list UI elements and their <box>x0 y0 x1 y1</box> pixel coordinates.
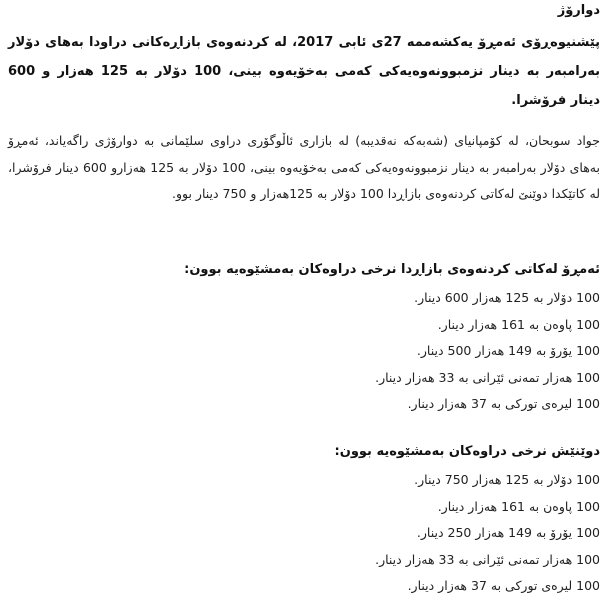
list-item: 100 لیرەی تورکی بە 37 هەزار دینار. <box>407 578 600 593</box>
section-title-yesterday: دوێنێش نرخی دراوەکان بەمشێوەیە بوون: <box>334 444 600 459</box>
lead-paragraph: پێشنیوەڕۆی ئەمڕۆ یەکشەممە 27ی ئابی 2017، لە کردنەوەی بازاڕەکانی دراودا بەهای دۆلار بەرامبەر بە دینار نزمبوونەوەیەکی کەمی بەخۆیەوە بینی، 100 دۆلار بە 125 هەزار و 600 دینار فرۆشرا. <box>8 35 601 108</box>
rates-list-yesterday <box>375 467 600 600</box>
list-item: 100 یۆرۆ بە 149 هەزار 500 دینار. <box>416 343 600 358</box>
list-item: 100 پاوەن بە 161 هەزار دینار. <box>437 316 600 332</box>
list-item: 100 لیرەی تورکی بە 37 هەزار دینار. <box>407 396 600 411</box>
list-item: 100 هەزار تمەنی ئێرانی بە 33 هەزار دینار. <box>375 551 600 567</box>
list-item: 100 هەزار تمەنی ئێرانی بە 33 هەزار دینار. <box>375 369 600 385</box>
rates-list-today <box>375 285 600 418</box>
section-title-today: ئەمڕۆ لەکاتی کردنەوەی بازاڕدا نرخی دراوەکان بەمشێوەیە بوون: <box>184 262 600 277</box>
list-item: 100 دۆلار بە 125 هەزار 750 دینار. <box>414 472 600 487</box>
source-label: دوارۆژ <box>557 3 600 18</box>
list-item: 100 یۆرۆ بە 149 هەزار 250 دینار. <box>416 525 600 540</box>
body-paragraph: جواد سوبحان، لە کۆمپانیای (شەبەکە نەقدیبە) لە بازاری ئاڵوگۆری دراوی سلێمانی بە دوارۆژی راگەیاند، ئەمڕۆ بەهای دۆلار بەرامبەر بە دینار نزمبوونەوەیەکی کەمی بەخۆیەوە بینی، 100 دۆلار بە 125 هەزارو 600 دینار فرۆشرا، لە کاتێکدا دوێنێ لەکاتی کردنەوەی بازاڕدا 100 دۆلار بە 125هەزار و 750 دینار بوو. <box>8 133 600 201</box>
list-item: 100 دۆلار بە 125 هەزار 600 دینار. <box>414 290 600 305</box>
list-item: 100 پاوەن بە 161 هەزار دینار. <box>437 498 600 514</box>
